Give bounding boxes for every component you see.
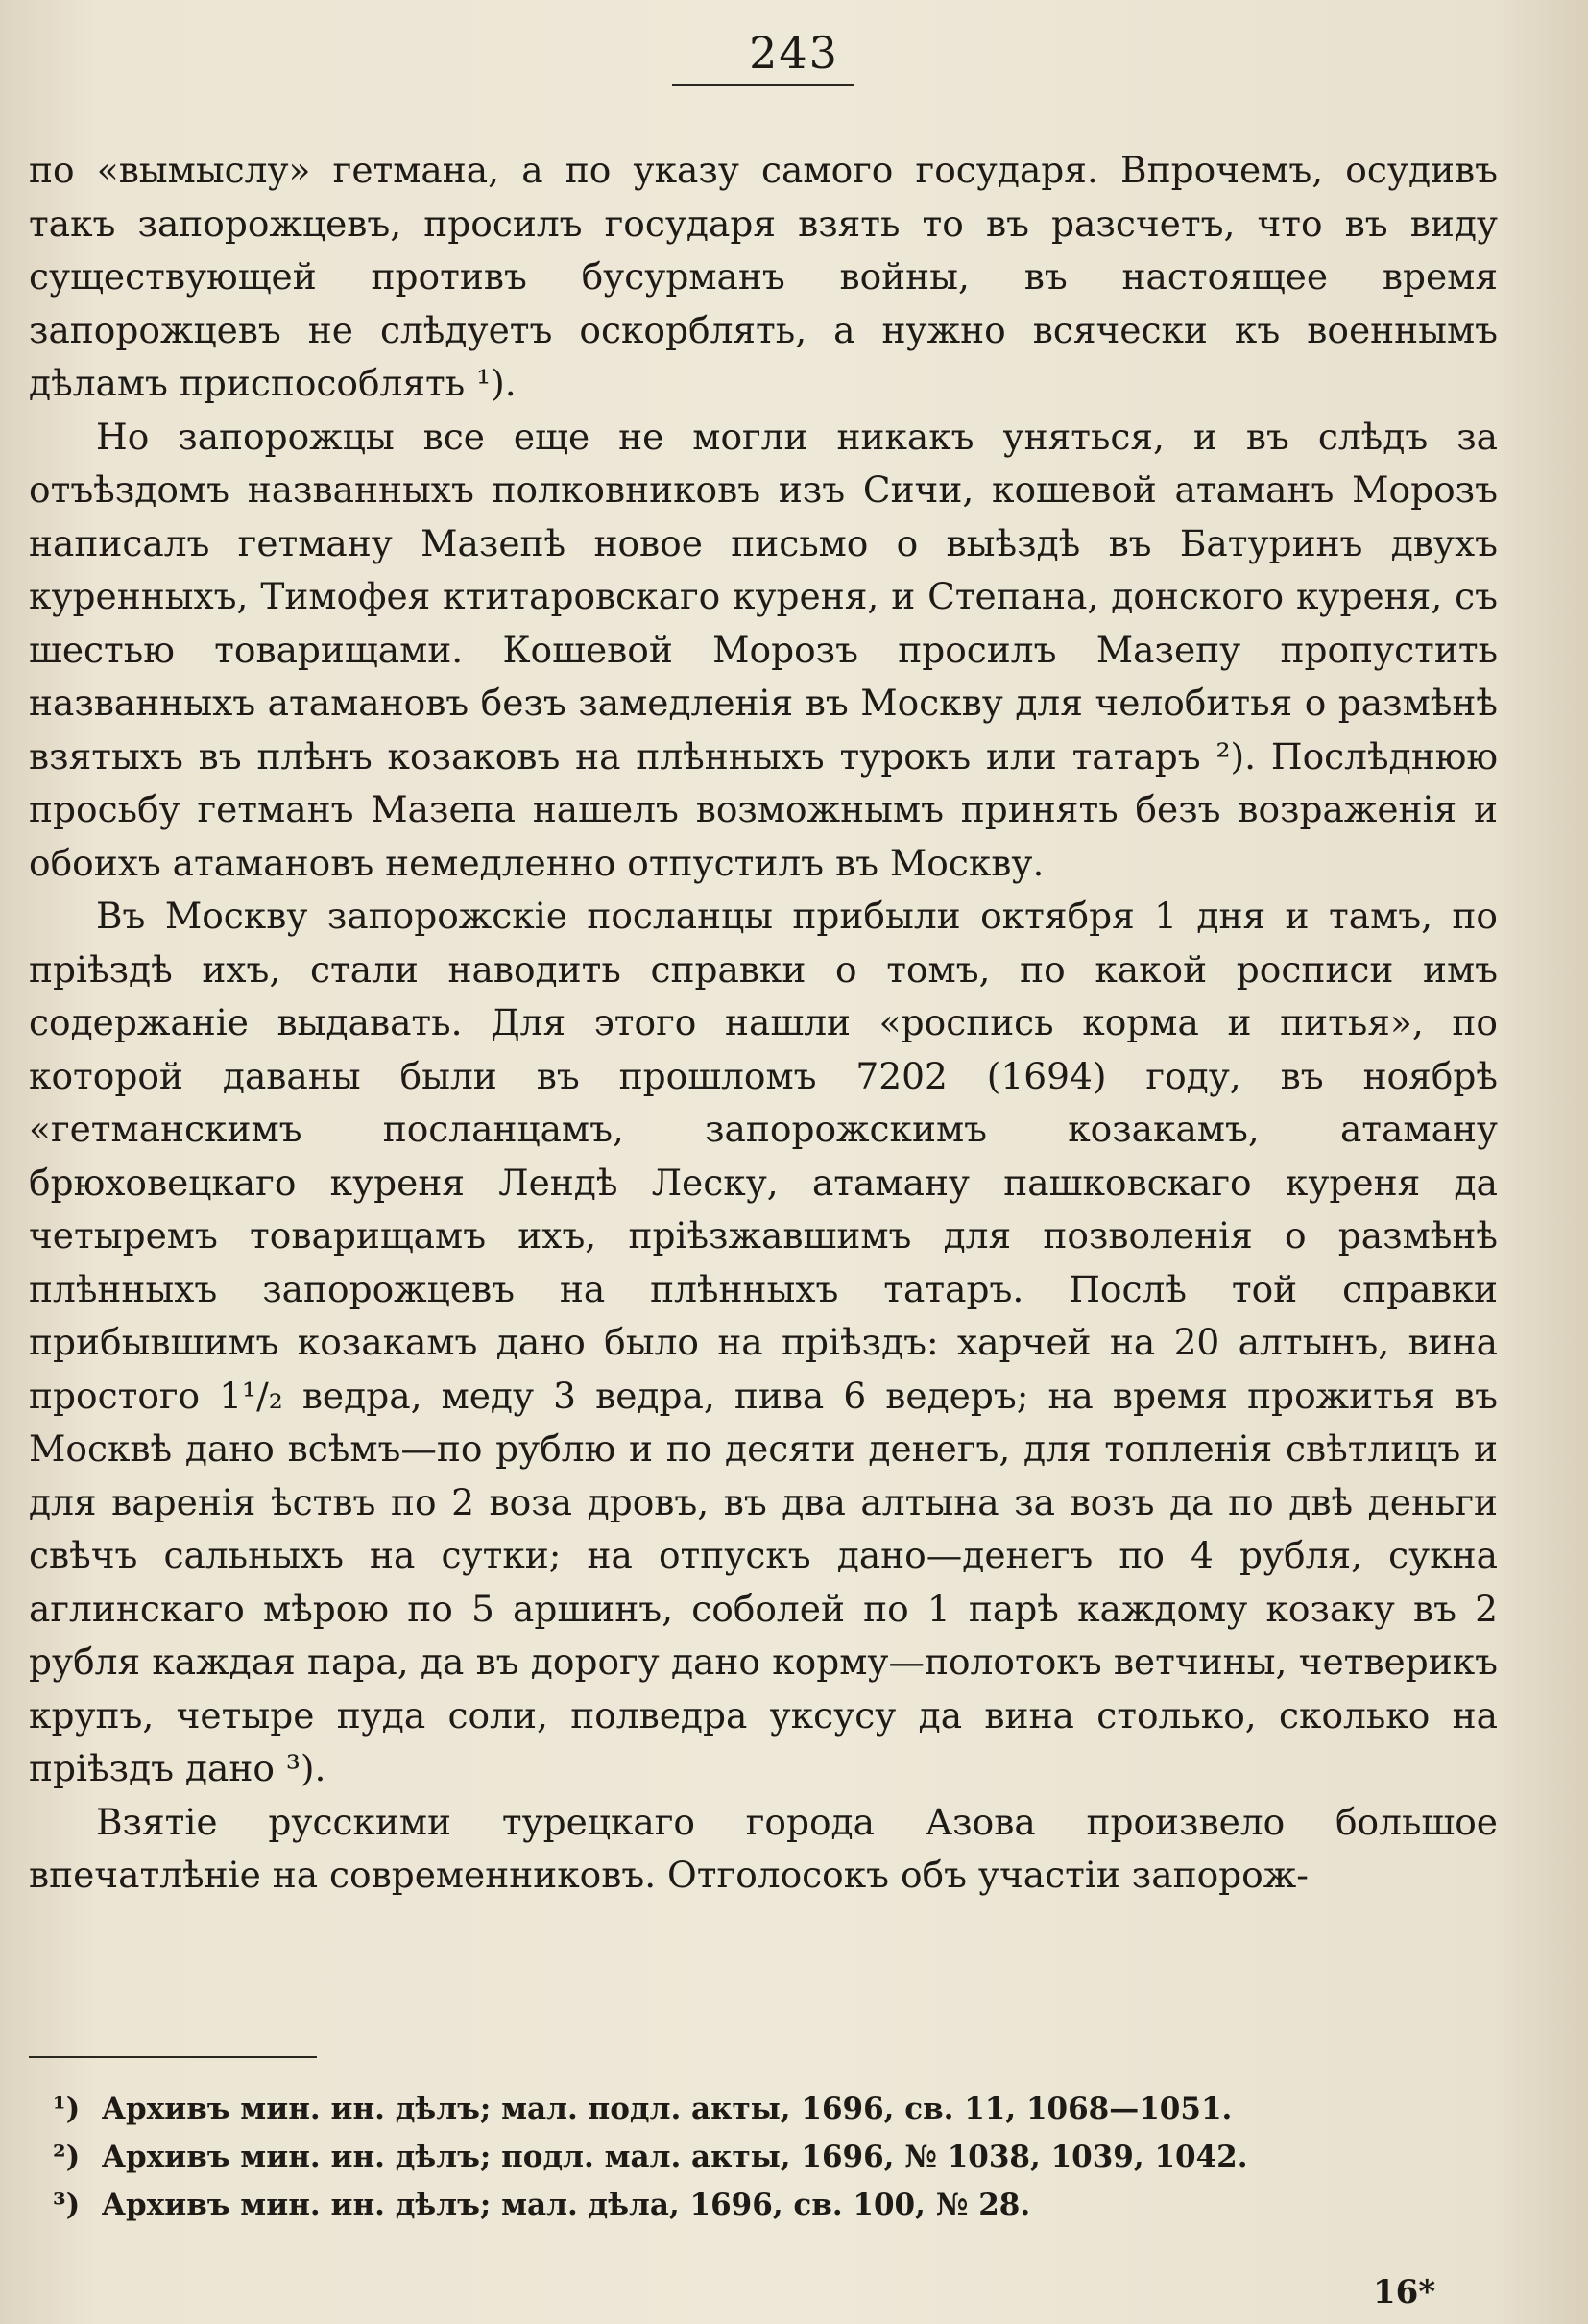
paragraph-3: Въ Москву запорожскіе посланцы прибыли октября 1 дня и тамъ, по пріѣздѣ ихъ, стали наводить справки о томъ, по какой росписи имъ содержаніе выдавать. Для этого нашли «роспись корма и питья», по которой даваны были въ прошломъ 7202 (1694) году, въ ноябрѣ «гетманскимъ посланцамъ, запорожскимъ козакамъ, атаману брюховецкаго куреня Лендѣ Леску, атаману пашковскаго куреня да четыремъ товарищамъ ихъ, пріѣзжавшимъ для позволенія о размѣнѣ плѣнныхъ запорожцевъ на плѣнныхъ татаръ. Послѣ той справки прибывшимъ козакамъ дано было на пріѣздъ: харчей на 20 алтынъ, вина простого 1¹/₂ ведра, меду 3 ведра, пива 6 ведеръ; на время прожитья въ Москвѣ дано всѣмъ—по рублю и по десяти денегъ, для топленія свѣтлицъ и для варенія ѣствъ по 2 воза дровъ, въ два алтына за возъ да по двѣ деньги свѣчъ сальныхъ на сутки; на отпускъ дано—денегъ по 4 рубля, сукна аглинскаго мѣрою по 5 аршинъ, соболей по 1 парѣ каждому козаку въ 2 рубля каждая пара, да въ дорогу дано корму—полотокъ ветчины, четверикъ крупъ, четыре пуда соли, полведра уксусу да вина столько, сколько на пріѣздъ дано ³). — [29, 895, 1498, 1789]
footnote-1 — [53, 2085, 1493, 2133]
footnote-marker: ²) — [53, 2140, 81, 2174]
footnote-text: Архивъ мин. ин. дѣлъ; мал. подл. акты, 1696, св. 11, 1068—1051. — [101, 2092, 1233, 2126]
printers-signature-mark: 16* — [1373, 2273, 1436, 2312]
footnote-rule — [29, 2056, 317, 2058]
paragraph-2: Но запорожцы все еще не могли никакъ уняться, и въ слѣдъ за отъѣздомъ названныхъ полковниковъ изъ Сичи, кошевой атаманъ Морозъ написалъ гетману Мазепѣ новое письмо о выѣздѣ въ Батуринъ двухъ куренныхъ, Тимофея ктитаровскаго куреня, и Степана, донского куреня, съ шестью товарищами. Кошевой Морозъ просилъ Мазепу пропустить названныхъ атамановъ безъ замедленія въ Москву для челобитья о размѣнѣ взятыхъ въ плѣнъ козаковъ на плѣнныхъ турокъ или татаръ ²). Послѣднюю просьбу гетманъ Мазепа нашелъ возможнымъ принять безъ возраженія и обоихъ атамановъ немедленно отпустилъ въ Москву. — [29, 415, 1498, 884]
footnote-text: Архивъ мин. ин. дѣлъ; мал. дѣла, 1696, св. 100, № 28. — [101, 2188, 1031, 2222]
paragraph-4: Взятіе русскими турецкаго города Азова произвело большое впечатлѣніе на современниковъ. Отголосокъ объ участіи запорож- — [29, 1800, 1498, 1896]
footnote-text: Архивъ мин. ин. дѣлъ; подл. мал. акты, 1696, № 1038, 1039, 1042. — [101, 2140, 1248, 2174]
footnote-marker: ³) — [53, 2188, 81, 2222]
footnote-3 — [53, 2181, 1493, 2229]
footnotes — [53, 2085, 1493, 2229]
footnote-2 — [53, 2133, 1493, 2181]
paragraph-1: по «вымыслу» гетмана, а по указу самого государя. Впрочемъ, осудивъ такъ запорожцевъ, просилъ государя взять то въ разсчетъ, что въ виду существующей противъ бусурманъ войны, въ настоящее время запорожцевъ не слѣдуетъ оскорблять, а нужно всячески къ военнымъ дѣламъ приспособлять ¹). — [29, 149, 1498, 404]
page-number: 243 — [749, 27, 839, 79]
main-text — [29, 144, 1498, 1903]
page-number-rule — [672, 84, 854, 86]
footnote-marker: ¹) — [53, 2092, 81, 2126]
